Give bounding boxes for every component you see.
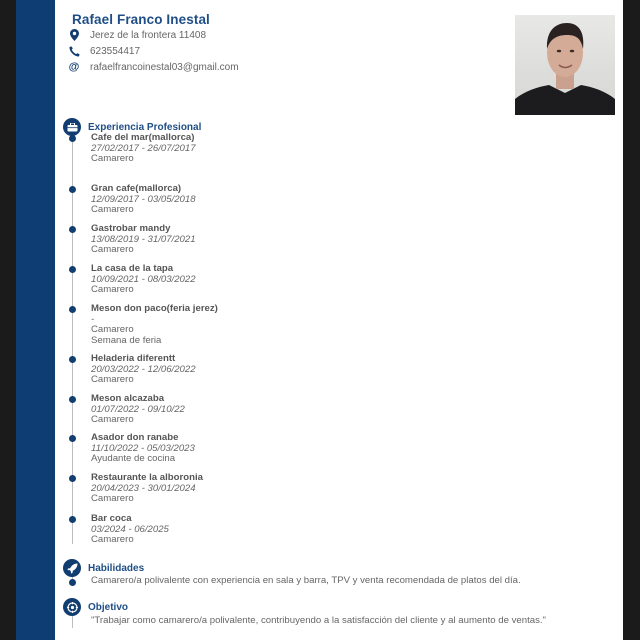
section-skills-title: Habilidades bbox=[88, 562, 145, 574]
timeline-dot bbox=[69, 306, 76, 313]
timeline-dot bbox=[69, 226, 76, 233]
job-entry bbox=[91, 264, 196, 296]
timeline-dot bbox=[69, 435, 76, 442]
job-role: Ayudante de cocina bbox=[91, 453, 176, 464]
job-role: Camarero bbox=[91, 534, 134, 545]
job-entry bbox=[91, 473, 203, 505]
contact-email bbox=[68, 60, 239, 74]
skills-text: Camarero/a polivalente con experiencia en sala y barra, TPV y venta recomendada de platos del día. bbox=[91, 575, 521, 586]
job-company: Meson don paco(feria jerez) bbox=[91, 303, 218, 314]
job-company: Heladeria diferentt bbox=[91, 353, 176, 364]
job-dates: 01/07/2022 - 09/10/22 bbox=[91, 403, 185, 415]
sidebar-band bbox=[16, 0, 55, 640]
location-pin-icon bbox=[68, 29, 80, 41]
phone-icon bbox=[68, 45, 80, 57]
job-company: Restaurante la alboronia bbox=[91, 472, 203, 483]
job-dates: 27/02/2017 - 26/07/2017 bbox=[91, 142, 196, 154]
job-entry bbox=[91, 354, 196, 386]
job-note: Semana de feria bbox=[91, 334, 162, 346]
job-dates: 12/09/2017 - 03/05/2018 bbox=[91, 193, 196, 205]
job-company: Cafe del mar(mallorca) bbox=[91, 132, 195, 143]
at-sign-icon: @ bbox=[68, 61, 80, 73]
timeline-dot bbox=[69, 266, 76, 273]
job-entry bbox=[91, 304, 218, 346]
job-dates: 03/2024 - 06/2025 bbox=[91, 523, 169, 535]
timeline-dot bbox=[69, 186, 76, 193]
job-company: Gran cafe(mallorca) bbox=[91, 183, 182, 194]
timeline-line bbox=[72, 137, 73, 544]
job-company: Meson alcazaba bbox=[91, 393, 165, 404]
job-dates: - bbox=[91, 313, 95, 325]
objective-text: "Trabajar como camarero/a polivalente, contribuyendo a la satisfacción del cliente y al aumento de ventas." bbox=[91, 615, 546, 626]
timeline-dot bbox=[69, 396, 76, 403]
job-role: Camarero bbox=[91, 374, 134, 385]
timeline-dot bbox=[69, 516, 76, 523]
address-text: Jerez de la frontera 11408 bbox=[90, 29, 207, 41]
job-dates: 11/10/2022 - 05/03/2023 bbox=[91, 442, 195, 454]
section-objective-title: Objetivo bbox=[88, 601, 129, 613]
resume-page bbox=[16, 0, 623, 640]
candidate-name: Rafael Franco Inestal bbox=[72, 12, 210, 27]
job-role: Camarero bbox=[91, 204, 134, 215]
job-dates: 20/04/2023 - 30/01/2024 bbox=[91, 482, 196, 494]
job-company: Bar coca bbox=[91, 513, 132, 524]
timeline-dot bbox=[69, 475, 76, 482]
timeline-line bbox=[72, 616, 73, 628]
contact-phone bbox=[68, 44, 140, 58]
briefcase-icon bbox=[63, 118, 81, 136]
job-company: La casa de la tapa bbox=[91, 263, 174, 274]
job-role: Camarero bbox=[91, 244, 134, 255]
rocket-icon bbox=[63, 559, 81, 577]
job-role: Camarero bbox=[91, 493, 134, 504]
profile-photo bbox=[515, 15, 615, 115]
section-objective-header bbox=[63, 598, 128, 616]
job-company: Gastrobar mandy bbox=[91, 223, 171, 234]
email-text[interactable]: rafaelfrancoinestal03@gmail.com bbox=[90, 61, 239, 73]
job-entry bbox=[91, 184, 196, 216]
job-role: Camarero bbox=[91, 284, 134, 295]
job-entry bbox=[91, 433, 195, 465]
job-dates: 10/09/2021 - 08/03/2022 bbox=[91, 273, 196, 285]
target-icon bbox=[63, 598, 81, 616]
job-entry bbox=[91, 514, 169, 546]
section-experience-title: Experiencia Profesional bbox=[88, 121, 202, 133]
job-entry bbox=[91, 394, 185, 426]
timeline-dot bbox=[69, 579, 76, 586]
phone-text: 623554417 bbox=[90, 45, 141, 57]
timeline-dot bbox=[69, 135, 76, 142]
contact-address bbox=[68, 28, 206, 42]
timeline-dot bbox=[69, 356, 76, 363]
job-role: Camarero bbox=[91, 414, 134, 425]
job-dates: 13/08/2019 - 31/07/2021 bbox=[91, 233, 196, 245]
job-role: Camarero bbox=[91, 153, 134, 164]
job-entry bbox=[91, 133, 196, 165]
job-role: Camarero bbox=[91, 324, 134, 335]
job-company: Asador don ranabe bbox=[91, 432, 179, 443]
job-entry bbox=[91, 224, 196, 256]
job-dates: 20/03/2022 - 12/06/2022 bbox=[91, 363, 196, 375]
